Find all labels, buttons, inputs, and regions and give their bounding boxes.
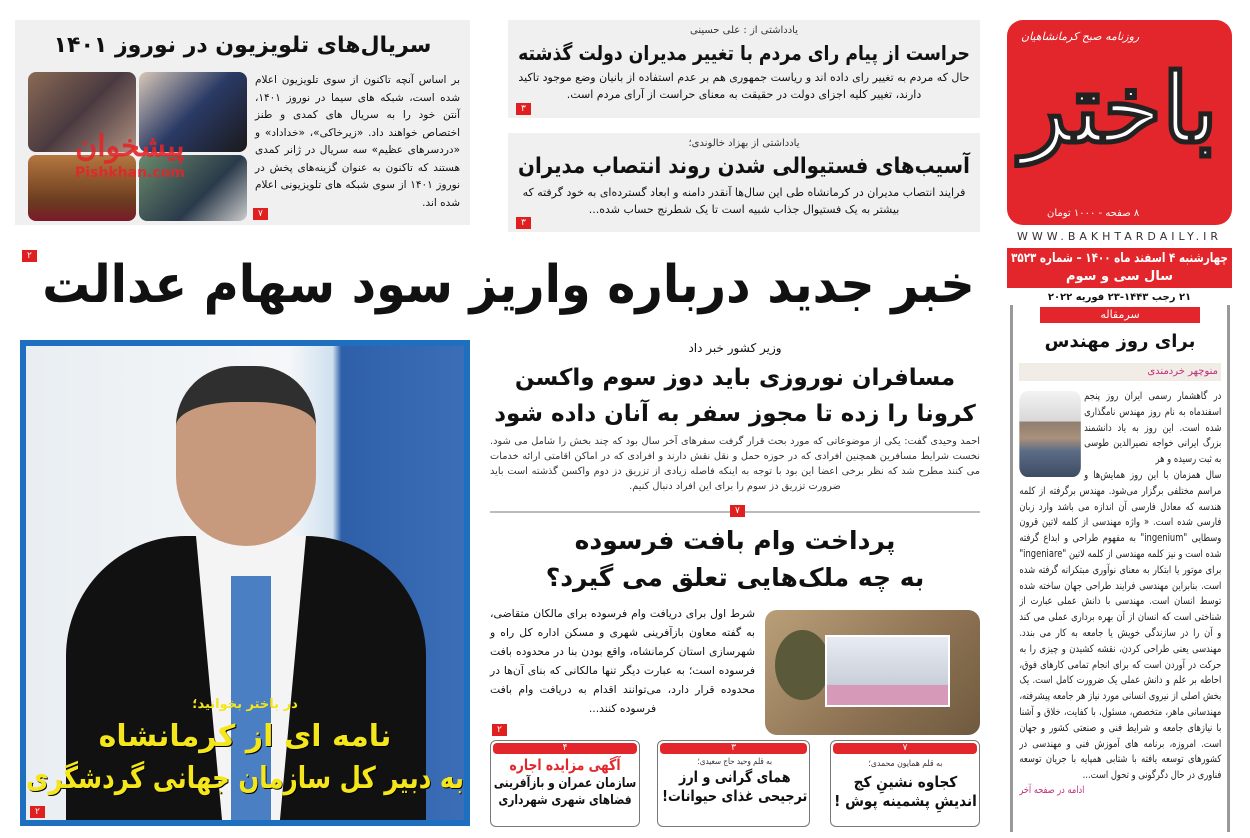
byline: یادداشتی از بهزاد خالوندی؛: [688, 138, 800, 149]
photo-title-line: به دبیر کل سازمان جهانی گردشگری: [26, 761, 464, 796]
article-kicker: وزیر کشور خبر داد: [688, 341, 782, 355]
photo-title-line: نامه ای از کرمانشاه: [98, 719, 392, 754]
page-badge: ۷: [833, 743, 977, 754]
article-vaccine[interactable]: [490, 340, 980, 494]
card-opinion[interactable]: [830, 740, 980, 827]
card-byline: به قلم وحید حاج سعیدی؛: [697, 757, 773, 767]
watermark-text: پیشخوان: [75, 129, 185, 164]
editorial-body: [1019, 389, 1221, 798]
card-prices[interactable]: [657, 740, 810, 827]
editorial-tag: سرمقاله: [1040, 307, 1200, 323]
article-title[interactable]: آسیب‌های فستیوالی شدن روند انتصاب مدیران: [518, 154, 970, 179]
page-badge: ۲: [22, 250, 37, 262]
date-box: [1007, 248, 1232, 288]
editorial-text-intro: در گاهشمار رسمی ایران روز پنجم اسفندماه به نام روز مهندس نامگذاری شده است. این روز به یاد دانشمند بزرگ ایرانی خواجه نصیرالدین طوسی به ثبت رسیده و هر: [1083, 391, 1221, 466]
editorial-text: سال همزمان با این روز همایش‌ها و مراسم مختلفی برگزار می‌شود. مهندس برگرفته از کلمه هندسه که معادل فارسی آن اندازه می باشد وارد زبان فارسی شده است. « واژه مهندسی از کلمه لاتین قرون وسطایی "ingenium" به مفهوم طراحی و ابداع گرفته شده است و نیز کلمه مهندسی از کلمه لاتین "ingeniare" برای موتور یا ابتکار به معنای نوآوری مبتکرانه گرفته شده است. بنابراین مهندسی فرایند طراحی جهان ساخته شده توسط انسان است. مهندسی با دانش عملی عبارت از شناختی است که انسان از آن بهره برداری عملی می کند و آن را در سازندگی خویش یا جامعه به کار می بندد. مهندسی یعنی طراحی کردن، نقشه کشیدن و چیزی را به حرکت در آوردن است که برای انجام تمامی کارهای فوق، احاطه بر علم و دانش عملی یک ضرورت کامل است. یک بخش اصلی از نیروی انسانی مورد نیاز هر جامعه پیشرفته، مهندسانی ماهر، متخصص، مسئول، با کفایت، خلاق و آشنا با نیازهای جامعه و شرایط فنی و صنعتی کشور و جهان است. امروزه، برنامه های آموزش فنی و مهندسی در کشورهای توسعه یافته با شتابی همپایه با جریان توسعه فناوری در حال دگرگونی و تحول است...: [1019, 469, 1221, 782]
article-title[interactable]: حراست از پیام رای مردم با تغییر مدیران دولت گذشته: [518, 41, 970, 65]
watermark-url: Pishkhan.com: [75, 165, 185, 181]
top-article-2[interactable]: [508, 133, 980, 232]
editorial-author: منوچهر خردمندی: [1019, 363, 1221, 381]
photo-title[interactable]: [26, 716, 464, 800]
editorial-column: [1010, 305, 1230, 832]
website[interactable]: WWW.BAKHTARDAILY.IR: [1016, 230, 1223, 243]
watermark: [75, 130, 185, 182]
article-loan-text: شرط اول برای دریافت وام فرسوده برای مالکان متقاضی، به گفته معاون بازآفرینی شهری و مسکن اداره کل راه و شهرسازی استان کرمانشاه، واقع بودن بنا در محدوده بافت فرسوده است؛ به عبارت دیگر تنها مالکانی که بنای آن‌ها در محدوده قرار دارد، می‌توانند اقدام به دریافت وام بافت فرسوده کنند...: [490, 607, 755, 715]
article-title[interactable]: مسافران نوروزی باید دوز سوم واکسن کرونا را زده تا مجوز سفر به آنان داده شود: [494, 365, 976, 427]
logo-tagline: روزنامه صبح کرمانشاهیان: [1021, 30, 1140, 43]
continue-link[interactable]: ادامه در صفحه آخر: [1019, 784, 1085, 796]
card-text: همای گرانی و ارز ترجیحی غذای حیوانات!: [662, 768, 808, 805]
main-headline[interactable]: خبر جدید درباره واریز سود سهام عدالت: [42, 255, 975, 315]
editorial-title[interactable]: برای روز مهندس: [1044, 331, 1196, 352]
card-body: [662, 756, 808, 806]
card-byline: به قلم همایون محمدی؛: [867, 759, 942, 769]
photo-face: [176, 366, 316, 546]
article-loan-title[interactable]: [490, 522, 980, 596]
tv-title[interactable]: سریال‌های تلویزیون در نوروز ۱۴۰۱: [53, 33, 432, 58]
tree-shape: [775, 630, 830, 700]
page-badge: ۳: [516, 103, 531, 115]
photo-kicker: در باختر بخوانید؛: [192, 697, 298, 712]
tv-series-box[interactable]: [15, 20, 470, 225]
article-summary: فرایند انتصاب مدیران در کرمانشاه طی این سال‌ها آنقدر دامنه و ابعاد گسترده‌ای به خود گرفته که بیشتر به یک فستیوال جذاب شبیه است تا یک شطرنج حساب شده...: [522, 186, 966, 216]
page-badge: ۳: [516, 217, 531, 229]
card-auction[interactable]: [490, 740, 640, 827]
card-body: [832, 758, 978, 811]
photo-story[interactable]: [20, 340, 470, 826]
card-title: آگهی مزایده اجاره: [509, 756, 621, 774]
page-badge: ۲: [492, 724, 507, 736]
building-photo: [765, 610, 980, 735]
masthead-logo: [1007, 20, 1232, 225]
title-line: به چه ملک‌هایی تعلق می گیرد؟: [545, 563, 925, 592]
page-badge: ۷: [730, 505, 745, 517]
issue-year: سال سی و سوم: [1065, 269, 1173, 284]
page-badge: ۷: [253, 208, 268, 220]
title-line: پرداخت وام بافت فرسوده: [574, 526, 896, 555]
page-badge: ۳: [660, 743, 807, 754]
card-text: سازمان عمران و بازآفرینی فضاهای شهری شهرداری: [493, 776, 637, 808]
byline: یادداشتی از : علی حسینی: [689, 25, 799, 36]
page-badge: ۴: [493, 743, 637, 754]
page-badge: ۲: [30, 806, 45, 818]
article-summary: حال که مردم به تغییر رای داده اند و ریاست جمهوری هم بر عدم استفاده از بانیان وضع موجود تاکید دارند، تغییر کلیه اجزای دولت در حقیقت به معنای حراست از آرای مردم است.: [518, 71, 970, 101]
issue-date: چهارشنبه ۴ اسفند ماه ۱۴۰۰ – شماره ۳۵۲۳: [1011, 251, 1228, 266]
alt-date: ۲۱ رجب ۱۴۴۳-۲۳ فوریه ۲۰۲۲: [1047, 292, 1192, 303]
building-picture: [825, 635, 950, 707]
article-text: احمد وحیدی گفت: یکی از موضوعاتی که مورد بحث قرار گرفت سفرهای آخر سال بود که چند بخش را شامل می شود. نخست شرایط مسافرین همچنین افرادی که در حوزه حمل و نقل نقش دارند و افرادی که در اماکن اقامتی ارائه خدمات می کنند مطرح شد که نظر برخی اعضا این بود با توجه به اینکه فاصله زیادی از تزریق دز دوم واکسن گذشته است باید ضرورت تزریق دز سوم را برای این افراد دنبال کنیم.: [490, 436, 980, 492]
top-article-1[interactable]: [508, 20, 980, 118]
price: ۸ صفحه - ۱۰۰۰ تومان: [1047, 208, 1140, 219]
card-body: [492, 756, 638, 809]
author-photo: [1019, 391, 1081, 477]
logo-text: باختر: [1020, 52, 1218, 165]
card-text: کجاوه نشینِ کج اندیشِ پشمینه پوش !: [833, 773, 977, 810]
tv-text: بر اساس آنچه تاکنون از سوی تلویزیون اعلام شده است، شبکه های سیما در نوروز ۱۴۰۱، آنتن خود را به سریال های کمدی و طنز اختصاص خواهند داد. «زیرخاکی»، «خداداد» و «دردسرهای عظیم» سه سریال در ژانر کمدی هستند که تاکنون به عنوان گزینه‌های پخش در نوروز ۱۴۰۱ از سوی شبکه های تلویزیونی اعلام شده اند.: [255, 74, 460, 209]
